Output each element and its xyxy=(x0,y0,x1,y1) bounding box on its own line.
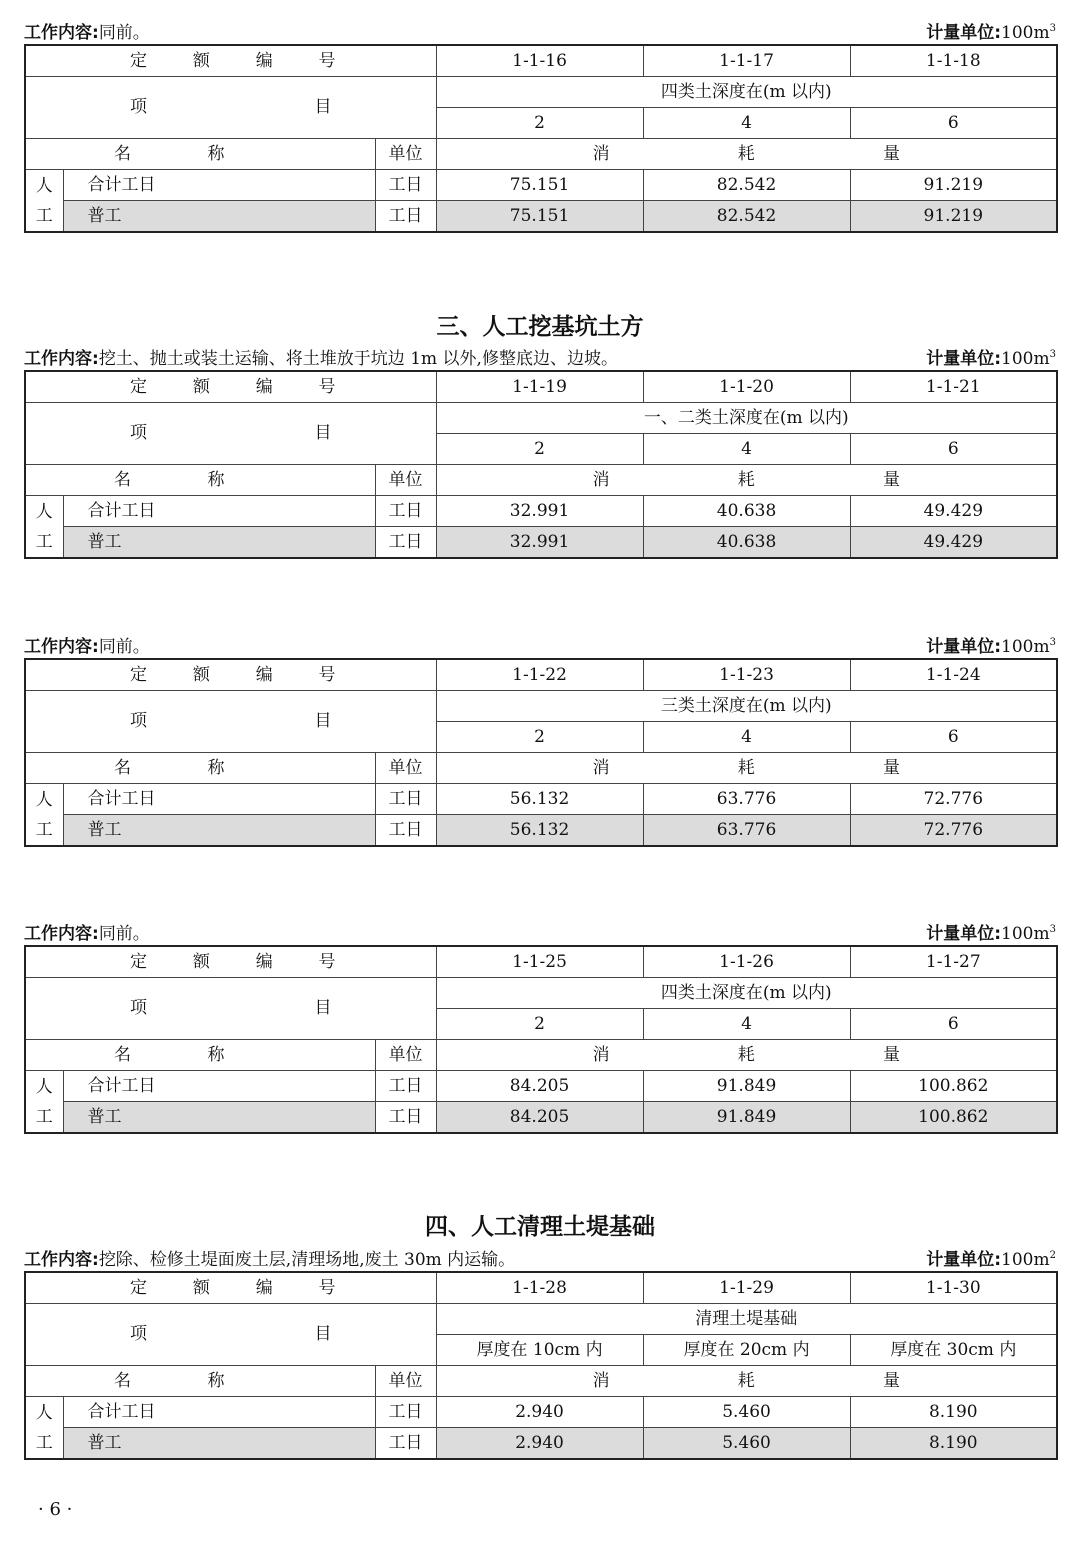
general-labor-row xyxy=(25,1102,1057,1134)
quota-code: 1-1-27 xyxy=(850,946,1057,978)
labor-category: 人 工 xyxy=(25,1071,63,1134)
total-value: 5.460 xyxy=(643,1397,850,1428)
workday-unit: 工日 xyxy=(375,496,436,527)
total-value: 2.940 xyxy=(436,1397,643,1428)
total-value: 84.205 xyxy=(436,1071,643,1102)
quota-code: 1-1-23 xyxy=(643,659,850,691)
block-header xyxy=(24,22,1056,44)
soil-category: 三类土深度在(m 以内) xyxy=(436,691,1057,722)
quota-code: 1-1-16 xyxy=(436,45,643,77)
measure-unit: 计量单位$:100m^3$ xyxy=(926,23,1056,43)
quota-code: 1-1-25 xyxy=(436,946,643,978)
depth-value: 4 xyxy=(643,108,850,139)
quota-no-label: 定 额 编 号 xyxy=(25,946,436,978)
quota-code-row xyxy=(25,659,1057,691)
depth-value: 6 xyxy=(850,1009,1057,1040)
work-content: 工作内容:挖土、抛土或装土运输、将土堆放于坑边 1m 以外,修整底边、边坡。 xyxy=(24,349,618,369)
general-labor-row xyxy=(25,527,1057,559)
total-value: 32.991 xyxy=(436,496,643,527)
general-value: 32.991 xyxy=(436,527,643,559)
workday-unit: 工日 xyxy=(375,1102,436,1134)
general-value: 100.862 xyxy=(850,1102,1057,1134)
quota-code: 1-1-19 xyxy=(436,371,643,403)
general-labor-label: 普工 xyxy=(63,1428,375,1460)
general-labor-row xyxy=(25,201,1057,233)
quota-block xyxy=(24,1249,1056,1460)
quota-code: 1-1-18 xyxy=(850,45,1057,77)
total-labor-label: 合计工日 xyxy=(63,496,375,527)
workday-unit: 工日 xyxy=(375,1397,436,1428)
labor-category: 人 工 xyxy=(25,170,63,233)
total-labor-row xyxy=(25,1071,1057,1102)
quota-code-row xyxy=(25,371,1057,403)
item-row xyxy=(25,1304,1057,1335)
depth-value: 厚度在 20cm 内 xyxy=(643,1335,850,1366)
quota-table xyxy=(24,658,1058,847)
total-labor-label: 合计工日 xyxy=(63,1071,375,1102)
consumption-label: 消 耗 量 xyxy=(436,753,1057,784)
total-labor-label: 合计工日 xyxy=(63,170,375,201)
total-value: 49.429 xyxy=(850,496,1057,527)
quota-table xyxy=(24,44,1058,233)
depth-value: 2 xyxy=(436,1009,643,1040)
depth-value: 4 xyxy=(643,434,850,465)
quota-code: 1-1-30 xyxy=(850,1272,1057,1304)
unit-col-label: 单位 xyxy=(375,1040,436,1071)
workday-unit: 工日 xyxy=(375,527,436,559)
total-value: 91.849 xyxy=(643,1071,850,1102)
total-value: 63.776 xyxy=(643,784,850,815)
quota-code: 1-1-22 xyxy=(436,659,643,691)
general-labor-label: 普工 xyxy=(63,1102,375,1134)
total-value: 40.638 xyxy=(643,496,850,527)
item-row xyxy=(25,77,1057,108)
general-value: 49.429 xyxy=(850,527,1057,559)
block-header xyxy=(24,1249,1056,1271)
unit-col-label: 单位 xyxy=(375,465,436,496)
general-value: 75.151 xyxy=(436,201,643,233)
name-label: 名 称 xyxy=(25,1040,375,1071)
total-value: 56.132 xyxy=(436,784,643,815)
block-header xyxy=(24,348,1056,370)
total-labor-row xyxy=(25,784,1057,815)
general-value: 84.205 xyxy=(436,1102,643,1134)
depth-value: 6 xyxy=(850,108,1057,139)
workday-unit: 工日 xyxy=(375,815,436,847)
general-value: 63.776 xyxy=(643,815,850,847)
general-labor-label: 普工 xyxy=(63,815,375,847)
item-row xyxy=(25,403,1057,434)
depth-value: 4 xyxy=(643,1009,850,1040)
consumption-label: 消 耗 量 xyxy=(436,1366,1057,1397)
total-value: 91.219 xyxy=(850,170,1057,201)
quota-code: 1-1-21 xyxy=(850,371,1057,403)
soil-category: 清理土堤基础 xyxy=(436,1304,1057,1335)
item-label: 项 目 xyxy=(25,1304,436,1366)
measure-unit: 计量单位$:100m^3$ xyxy=(926,349,1056,369)
quota-block xyxy=(24,923,1056,1134)
measure-unit: 计量单位$:100m^2$ xyxy=(926,1250,1056,1270)
name-header-row xyxy=(25,1040,1057,1071)
total-labor-label: 合计工日 xyxy=(63,1397,375,1428)
general-value: 82.542 xyxy=(643,201,850,233)
page-number: · 6 · xyxy=(38,1499,73,1520)
general-value: 5.460 xyxy=(643,1428,850,1460)
quota-no-label: 定 额 编 号 xyxy=(25,659,436,691)
item-row xyxy=(25,691,1057,722)
item-label: 项 目 xyxy=(25,691,436,753)
work-content: 工作内容:挖除、检修土堤面废土层,清理场地,废土 30m 内运输。 xyxy=(24,1250,516,1270)
consumption-label: 消 耗 量 xyxy=(436,139,1057,170)
quota-table xyxy=(24,370,1058,559)
quota-block xyxy=(24,22,1056,233)
depth-value: 6 xyxy=(850,722,1057,753)
name-label: 名 称 xyxy=(25,139,375,170)
depth-value: 2 xyxy=(436,108,643,139)
depth-value: 厚度在 30cm 内 xyxy=(850,1335,1057,1366)
general-value: 56.132 xyxy=(436,815,643,847)
quota-no-label: 定 额 编 号 xyxy=(25,45,436,77)
quota-code-row xyxy=(25,946,1057,978)
quota-table xyxy=(24,945,1058,1134)
labor-category: 人 工 xyxy=(25,784,63,847)
quota-code-row xyxy=(25,1272,1057,1304)
general-labor-row xyxy=(25,1428,1057,1460)
workday-unit: 工日 xyxy=(375,784,436,815)
measure-unit: 计量单位$:100m^3$ xyxy=(926,637,1056,657)
total-labor-row xyxy=(25,496,1057,527)
section-title-4: 四、人工清理土堤基础 xyxy=(425,1214,655,1240)
depth-value: 2 xyxy=(436,434,643,465)
quota-code: 1-1-24 xyxy=(850,659,1057,691)
quota-code: 1-1-29 xyxy=(643,1272,850,1304)
workday-unit: 工日 xyxy=(375,1428,436,1460)
general-value: 72.776 xyxy=(850,815,1057,847)
quota-block xyxy=(24,636,1056,847)
quota-code: 1-1-20 xyxy=(643,371,850,403)
workday-unit: 工日 xyxy=(375,1071,436,1102)
work-content: 工作内容:同前。 xyxy=(24,637,150,657)
item-label: 项 目 xyxy=(25,403,436,465)
general-value: 91.849 xyxy=(643,1102,850,1134)
quota-no-label: 定 额 编 号 xyxy=(25,1272,436,1304)
depth-value: 2 xyxy=(436,722,643,753)
item-label: 项 目 xyxy=(25,978,436,1040)
total-labor-row xyxy=(25,170,1057,201)
total-value: 82.542 xyxy=(643,170,850,201)
name-header-row xyxy=(25,465,1057,496)
general-labor-row xyxy=(25,815,1057,847)
section-title-3: 三、人工挖基坑土方 xyxy=(436,314,644,340)
quota-no-label: 定 额 编 号 xyxy=(25,371,436,403)
quota-code-row xyxy=(25,45,1057,77)
depth-value: 厚度在 10cm 内 xyxy=(436,1335,643,1366)
consumption-label: 消 耗 量 xyxy=(436,1040,1057,1071)
name-header-row xyxy=(25,1366,1057,1397)
workday-unit: 工日 xyxy=(375,170,436,201)
name-label: 名 称 xyxy=(25,753,375,784)
consumption-label: 消 耗 量 xyxy=(436,465,1057,496)
block-header xyxy=(24,923,1056,945)
total-value: 100.862 xyxy=(850,1071,1057,1102)
name-header-row xyxy=(25,139,1057,170)
labor-category: 人 工 xyxy=(25,496,63,559)
unit-col-label: 单位 xyxy=(375,753,436,784)
name-header-row xyxy=(25,753,1057,784)
block-header xyxy=(24,636,1056,658)
soil-category: 四类土深度在(m 以内) xyxy=(436,978,1057,1009)
unit-col-label: 单位 xyxy=(375,139,436,170)
general-value: 8.190 xyxy=(850,1428,1057,1460)
general-value: 40.638 xyxy=(643,527,850,559)
labor-category: 人 工 xyxy=(25,1397,63,1460)
general-labor-label: 普工 xyxy=(63,527,375,559)
total-value: 75.151 xyxy=(436,170,643,201)
measure-unit: 计量单位$:100m^3$ xyxy=(926,924,1056,944)
work-content: 工作内容:同前。 xyxy=(24,924,150,944)
name-label: 名 称 xyxy=(25,1366,375,1397)
general-labor-label: 普工 xyxy=(63,201,375,233)
unit-col-label: 单位 xyxy=(375,1366,436,1397)
item-label: 项 目 xyxy=(25,77,436,139)
total-value: 8.190 xyxy=(850,1397,1057,1428)
total-value: 72.776 xyxy=(850,784,1057,815)
total-labor-label: 合计工日 xyxy=(63,784,375,815)
quota-code: 1-1-26 xyxy=(643,946,850,978)
quota-block xyxy=(24,348,1056,559)
general-value: 91.219 xyxy=(850,201,1057,233)
general-value: 2.940 xyxy=(436,1428,643,1460)
quota-table xyxy=(24,1271,1058,1460)
item-row xyxy=(25,978,1057,1009)
work-content: 工作内容:同前。 xyxy=(24,23,150,43)
name-label: 名 称 xyxy=(25,465,375,496)
soil-category: 四类土深度在(m 以内) xyxy=(436,77,1057,108)
total-labor-row xyxy=(25,1397,1057,1428)
quota-code: 1-1-17 xyxy=(643,45,850,77)
depth-value: 6 xyxy=(850,434,1057,465)
depth-value: 4 xyxy=(643,722,850,753)
workday-unit: 工日 xyxy=(375,201,436,233)
soil-category: 一、二类土深度在(m 以内) xyxy=(436,403,1057,434)
quota-code: 1-1-28 xyxy=(436,1272,643,1304)
